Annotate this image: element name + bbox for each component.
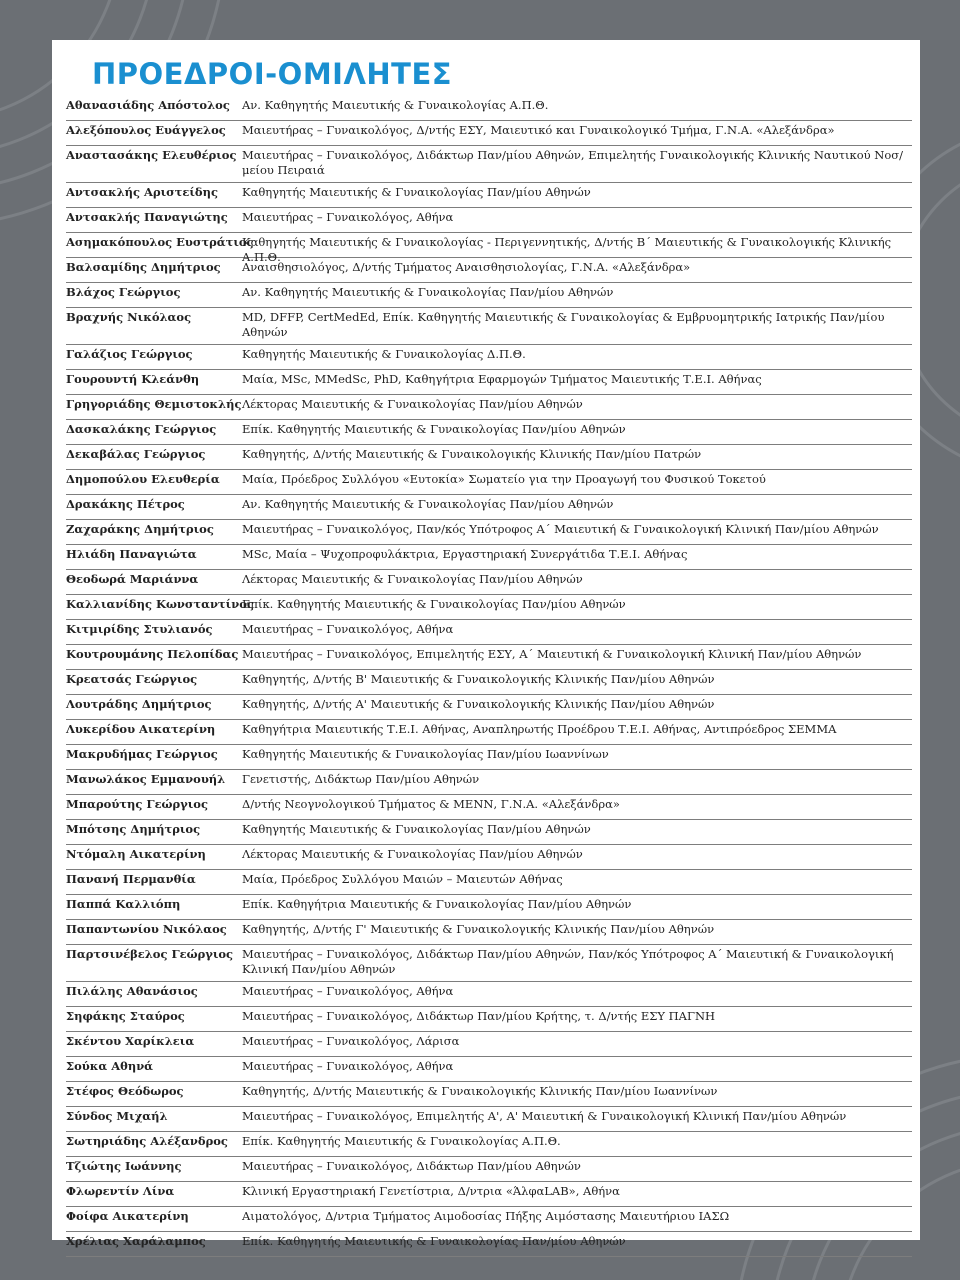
speaker-name: Σούκα Αθηνά bbox=[66, 1059, 154, 1073]
speaker-role: Αιματολόγος, Δ/ντρια Τμήματος Αιμοδοσίας Πήξης Αιμόστασης Μαιευτήριου ΙΑΣΩ bbox=[242, 1209, 730, 1223]
list-item bbox=[66, 745, 912, 770]
list-item bbox=[66, 945, 912, 982]
speaker-name: Αλεξόπουλος Ευάγγελος bbox=[66, 123, 226, 137]
list-item bbox=[66, 1082, 912, 1107]
list-item bbox=[66, 96, 912, 121]
list-item bbox=[66, 645, 912, 670]
speaker-role: Λέκτορας Μαιευτικής & Γυναικολογίας Παν/μίου Αθηνών bbox=[242, 572, 583, 586]
speaker-name: Σκέντου Χαρίκλεια bbox=[66, 1034, 195, 1048]
speaker-role: Καθηγητής, Δ/ντής Α' Μαιευτικής & Γυναικολογικής Κλινικής Παν/μίου Αθηνών bbox=[242, 697, 715, 711]
list-item bbox=[66, 845, 912, 870]
speaker-name: Κιτμιρίδης Στυλιανός bbox=[66, 622, 213, 636]
speaker-name: Αντσακλής Παναγιώτης bbox=[66, 210, 228, 224]
list-item bbox=[66, 1107, 912, 1132]
speaker-name: Φλωρεντίν Λίνα bbox=[66, 1184, 175, 1198]
list-item bbox=[66, 720, 912, 745]
speaker-role: Αναισθησιολόγος, Δ/ντής Τμήματος Αναισθησιολογίας, Γ.Ν.Α. «Αλεξάνδρα» bbox=[242, 260, 691, 274]
list-item bbox=[66, 870, 912, 895]
list-item bbox=[66, 1182, 912, 1207]
speaker-name: Αναστασάκης Ελευθέριος bbox=[66, 148, 237, 162]
speaker-name: Φοίφα Αικατερίνη bbox=[66, 1209, 189, 1223]
speaker-role: Επίκ. Καθηγητής Μαιευτικής & Γυναικολογίας Παν/μίου Αθηνών bbox=[242, 597, 626, 611]
speaker-name: Ασημακόπουλος Ευστράτιος bbox=[66, 235, 254, 249]
speaker-role: Λέκτορας Μαιευτικής & Γυναικολογίας Παν/μίου Αθηνών bbox=[242, 847, 583, 861]
speaker-name: Σύνδος Μιχαήλ bbox=[66, 1109, 168, 1123]
speaker-name: Μανωλάκος Εμμανουήλ bbox=[66, 772, 226, 786]
speaker-role: Καθηγητής, Δ/ντής Μαιευτικής & Γυναικολογικής Κλινικής Παν/μίου Ιωαννίνων bbox=[242, 1084, 718, 1098]
list-item bbox=[66, 121, 912, 146]
speaker-name: Παρτσινέβελος Γεώργιος bbox=[66, 947, 234, 961]
speaker-role: Καθηγητής Μαιευτικής & Γυναικολογίας Δ.Π.Θ. bbox=[242, 347, 526, 361]
speaker-role: Καθηγητής Μαιευτικής & Γυναικολογίας Παν/μίου Αθηνών bbox=[242, 822, 591, 836]
speaker-role: Καθηγητής, Δ/ντής Μαιευτικής & Γυναικολογικής Κλινικής Παν/μίου Πατρών bbox=[242, 447, 702, 461]
speaker-role: Μαιευτήρας – Γυναικολόγος, Αθήνα bbox=[242, 1059, 454, 1073]
list-item bbox=[66, 1207, 912, 1232]
speaker-name: Θεοδωρά Μαριάννα bbox=[66, 572, 199, 586]
list-item bbox=[66, 258, 912, 283]
list-item bbox=[66, 520, 912, 545]
speaker-name: Μπότσης Δημήτριος bbox=[66, 822, 201, 836]
list-item bbox=[66, 770, 912, 795]
list-item bbox=[66, 895, 912, 920]
speaker-role: Καθηγητής Μαιευτικής & Γυναικολογίας Παν/μίου Ιωαννίνων bbox=[242, 747, 609, 761]
list-item bbox=[66, 308, 912, 345]
speaker-role: MSc, Μαία – Ψυχοπροφυλάκτρια, Εργαστηριακή Συνεργάτιδα Τ.Ε.Ι. Αθήνας bbox=[242, 547, 688, 561]
list-item bbox=[66, 620, 912, 645]
speaker-name: Τζιώτης Ιωάννης bbox=[66, 1159, 182, 1173]
speaker-role: Μαία, MSc, MMedSc, PhD, Καθηγήτρια Εφαρμογών Τμήματος Μαιευτικής Τ.Ε.Ι. Αθήνας bbox=[242, 372, 762, 386]
speaker-role: Αν. Καθηγητής Μαιευτικής & Γυναικολογίας Παν/μίου Αθηνών bbox=[242, 497, 614, 511]
speaker-name: Βαλσαμίδης Δημήτριος bbox=[66, 260, 221, 274]
list-item bbox=[66, 495, 912, 520]
speaker-name: Αντσακλής Αριστείδης bbox=[66, 185, 218, 199]
speaker-role: Καθηγητής Μαιευτικής & Γυναικολογίας Παν/μίου Αθηνών bbox=[242, 185, 591, 199]
speaker-name: Βραχνής Νικόλαος bbox=[66, 310, 192, 324]
speaker-role: Μαιευτήρας – Γυναικολόγος, Διδάκτωρ Παν/μίου Κρήτης, τ. Δ/ντής ΕΣΥ ΠΑΓΝΗ bbox=[242, 1009, 716, 1023]
speaker-name: Κρεατσάς Γεώργιος bbox=[66, 672, 198, 686]
speaker-role: Αν. Καθηγητής Μαιευτικής & Γυναικολογίας Παν/μίου Αθηνών bbox=[242, 285, 614, 299]
speaker-role: Μαιευτήρας – Γυναικολόγος, Παν/κός Υπότροφος Α΄ Μαιευτική & Γυναικολογική Κλινική Παν/μίου Αθηνών bbox=[242, 522, 879, 536]
speaker-name: Λουτράδης Δημήτριος bbox=[66, 697, 212, 711]
list-item bbox=[66, 1032, 912, 1057]
speaker-role: Μαιευτήρας – Γυναικολόγος, Επιμελητής ΕΣΥ, Α΄ Μαιευτική & Γυναικολογική Κλινική Παν/μίου Αθηνών bbox=[242, 647, 862, 661]
list-item bbox=[66, 820, 912, 845]
speaker-role: Μαιευτήρας – Γυναικολόγος, Επιμελητής Α', Α' Μαιευτική & Γυναικολογική Κλινική Παν/μίου Αθηνών bbox=[242, 1109, 847, 1123]
list-item bbox=[66, 1132, 912, 1157]
list-item bbox=[66, 395, 912, 420]
list-item bbox=[66, 1157, 912, 1182]
speaker-name: Πανανή Περμανθία bbox=[66, 872, 196, 886]
speaker-name: Στέφος Θεόδωρος bbox=[66, 1084, 184, 1098]
speaker-role: Αν. Καθηγητής Μαιευτικής & Γυναικολογίας Α.Π.Θ. bbox=[242, 98, 549, 112]
speaker-name: Μπαρούτης Γεώργιος bbox=[66, 797, 208, 811]
speaker-role: Λέκτορας Μαιευτικής & Γυναικολογίας Παν/μίου Αθηνών bbox=[242, 397, 583, 411]
speaker-role: Μαιευτήρας – Γυναικολόγος, Διδάκτωρ Παν/μίου Αθηνών bbox=[242, 1159, 581, 1173]
list-item bbox=[66, 370, 912, 395]
speaker-name: Παππά Καλλιόπη bbox=[66, 897, 181, 911]
speaker-name: Σωτηριάδης Αλέξανδρος bbox=[66, 1134, 228, 1148]
speaker-name: Δημοπούλου Ελευθερία bbox=[66, 472, 220, 486]
speaker-name: Κουτρουμάνης Πελοπίδας bbox=[66, 647, 239, 661]
speaker-name: Δασκαλάκης Γεώργιος bbox=[66, 422, 217, 436]
speaker-name: Ντόμαλη Αικατερίνη bbox=[66, 847, 206, 861]
speaker-name: Λυκερίδου Αικατερίνη bbox=[66, 722, 216, 736]
speaker-name: Αθανασιάδης Απόστολος bbox=[66, 98, 230, 112]
speaker-role: Γενετιστής, Διδάκτωρ Παν/μίου Αθηνών bbox=[242, 772, 480, 786]
list-item bbox=[66, 146, 912, 183]
content-panel bbox=[52, 40, 920, 1248]
list-item bbox=[66, 208, 912, 233]
speaker-role: Επίκ. Καθηγητής Μαιευτικής & Γυναικολογίας Παν/μίου Αθηνών bbox=[242, 1234, 626, 1248]
speaker-role: Μαία, Πρόεδρος Συλλόγου «Ευτοκία» Σωματείο για την Προαγωγή του Φυσικού Τοκετού bbox=[242, 472, 766, 486]
list-item bbox=[66, 920, 912, 945]
speaker-name: Σηφάκης Σταύρος bbox=[66, 1009, 185, 1023]
speaker-role: Μαιευτήρας – Γυναικολόγος, Λάρισα bbox=[242, 1034, 460, 1048]
page-title: ΠΡΟΕΔΡΟΙ-ΟΜΙΛΗΤΕΣ bbox=[92, 57, 453, 91]
list-item bbox=[66, 345, 912, 370]
speaker-role: Καθηγητής, Δ/ντής Γ' Μαιευτικής & Γυναικολογικής Κλινικής Παν/μίου Αθηνών bbox=[242, 922, 715, 936]
speaker-role: Καθηγήτρια Μαιευτικής Τ.Ε.Ι. Αθήνας, Αναπληρωτής Προέδρου Τ.Ε.Ι. Αθήνας, Αντιπρόεδρος ΣΕΜΜΑ bbox=[242, 722, 837, 736]
speaker-role: Επίκ. Καθηγήτρια Μαιευτικής & Γυναικολογίας Παν/μίου Αθηνών bbox=[242, 897, 632, 911]
list-item bbox=[66, 1232, 912, 1257]
speaker-name: Δρακάκης Πέτρος bbox=[66, 497, 185, 511]
speaker-name: Ηλιάδη Παναγιώτα bbox=[66, 547, 197, 561]
list-item bbox=[66, 545, 912, 570]
speaker-name: Γαλάζιος Γεώργιος bbox=[66, 347, 193, 361]
speaker-role: Μαιευτήρας – Γυναικολόγος, Αθήνα bbox=[242, 622, 454, 636]
speaker-name: Καλλιανίδης Κωνσταντίνος bbox=[66, 597, 254, 611]
list-item bbox=[66, 283, 912, 308]
speaker-role: Επίκ. Καθηγητής Μαιευτικής & Γυναικολογίας Παν/μίου Αθηνών bbox=[242, 422, 626, 436]
list-item bbox=[66, 470, 912, 495]
list-item bbox=[66, 1057, 912, 1082]
speaker-role: Επίκ. Καθηγητής Μαιευτικής & Γυναικολογίας Α.Π.Θ. bbox=[242, 1134, 561, 1148]
speaker-role: Μαιευτήρας – Γυναικολόγος, Διδάκτωρ Παν/μίου Αθηνών, Επιμελητής Γυναικολογικής Κλινικής Ναυτικού Νοσ/μείου Πειραιά bbox=[242, 148, 903, 177]
speakers-list bbox=[66, 96, 912, 1257]
list-item bbox=[66, 1007, 912, 1032]
speaker-role: Κλινική Εργαστηριακή Γενετίστρια, Δ/ντρια «ΆλφαLAB», Αθήνα bbox=[242, 1184, 620, 1198]
speaker-role: Μαιευτήρας – Γυναικολόγος, Διδάκτωρ Παν/μίου Αθηνών, Παν/κός Υπότροφος Α΄ Μαιευτική & Γυναικολογική Κλινική Παν/μίου Αθηνών bbox=[242, 947, 894, 976]
speaker-name: Γουρουντή Κλεάνθη bbox=[66, 372, 200, 386]
speaker-name: Βλάχος Γεώργιος bbox=[66, 285, 181, 299]
speaker-name: Παπαντωνίου Νικόλαος bbox=[66, 922, 227, 936]
speaker-name: Γρηγοριάδης Θεμιστοκλής bbox=[66, 397, 242, 411]
speaker-name: Μακρυδήμας Γεώργιος bbox=[66, 747, 218, 761]
list-item bbox=[66, 233, 912, 264]
speaker-name: Πιλάλης Αθανάσιος bbox=[66, 984, 198, 998]
list-item bbox=[66, 795, 912, 820]
list-item bbox=[66, 595, 912, 620]
list-item bbox=[66, 982, 912, 1007]
speaker-role: Μαιευτήρας – Γυναικολόγος, Αθήνα bbox=[242, 984, 454, 998]
list-item bbox=[66, 570, 912, 595]
speaker-role: Μαιευτήρας – Γυναικολόγος, Αθήνα bbox=[242, 210, 454, 224]
list-item bbox=[66, 445, 912, 470]
list-item bbox=[66, 670, 912, 695]
speaker-role: Μαία, Πρόεδρος Συλλόγου Μαιών – Μαιευτών Αθήνας bbox=[242, 872, 563, 886]
list-item bbox=[66, 183, 912, 208]
speaker-role: MD, DFFP, CertMedEd, Επίκ. Καθηγητής Μαιευτικής & Γυναικολογίας & Εμβρυομητρικής Ιατρικής Παν/μίου Αθηνών bbox=[242, 310, 885, 339]
speaker-role: Δ/ντής Νεογνολογικού Τμήματος & ΜΕΝΝ, Γ.Ν.Α. «Αλεξάνδρα» bbox=[242, 797, 620, 811]
speaker-name: Ζαχαράκης Δημήτριος bbox=[66, 522, 214, 536]
list-item bbox=[66, 695, 912, 720]
list-item bbox=[66, 420, 912, 445]
speaker-role: Καθηγητής Μαιευτικής & Γυναικολογίας - Περιγεννητικής, Δ/ντής Β΄ Μαιευτικής & Γυναικολογικής Κλινικής Α.Π.Θ. bbox=[242, 235, 892, 264]
speaker-role: Μαιευτήρας – Γυναικολόγος, Δ/ντής ΕΣΥ, Μαιευτικό και Γυναικολογικό Τμήμα, Γ.Ν.Α. «Αλεξάνδρα» bbox=[242, 123, 835, 137]
speaker-role: Καθηγητής, Δ/ντής Β' Μαιευτικής & Γυναικολογικής Κλινικής Παν/μίου Αθηνών bbox=[242, 672, 715, 686]
speaker-name: Χρέλιας Χαράλαμπος bbox=[66, 1234, 206, 1248]
speaker-name: Δεκαβάλας Γεώργιος bbox=[66, 447, 206, 461]
